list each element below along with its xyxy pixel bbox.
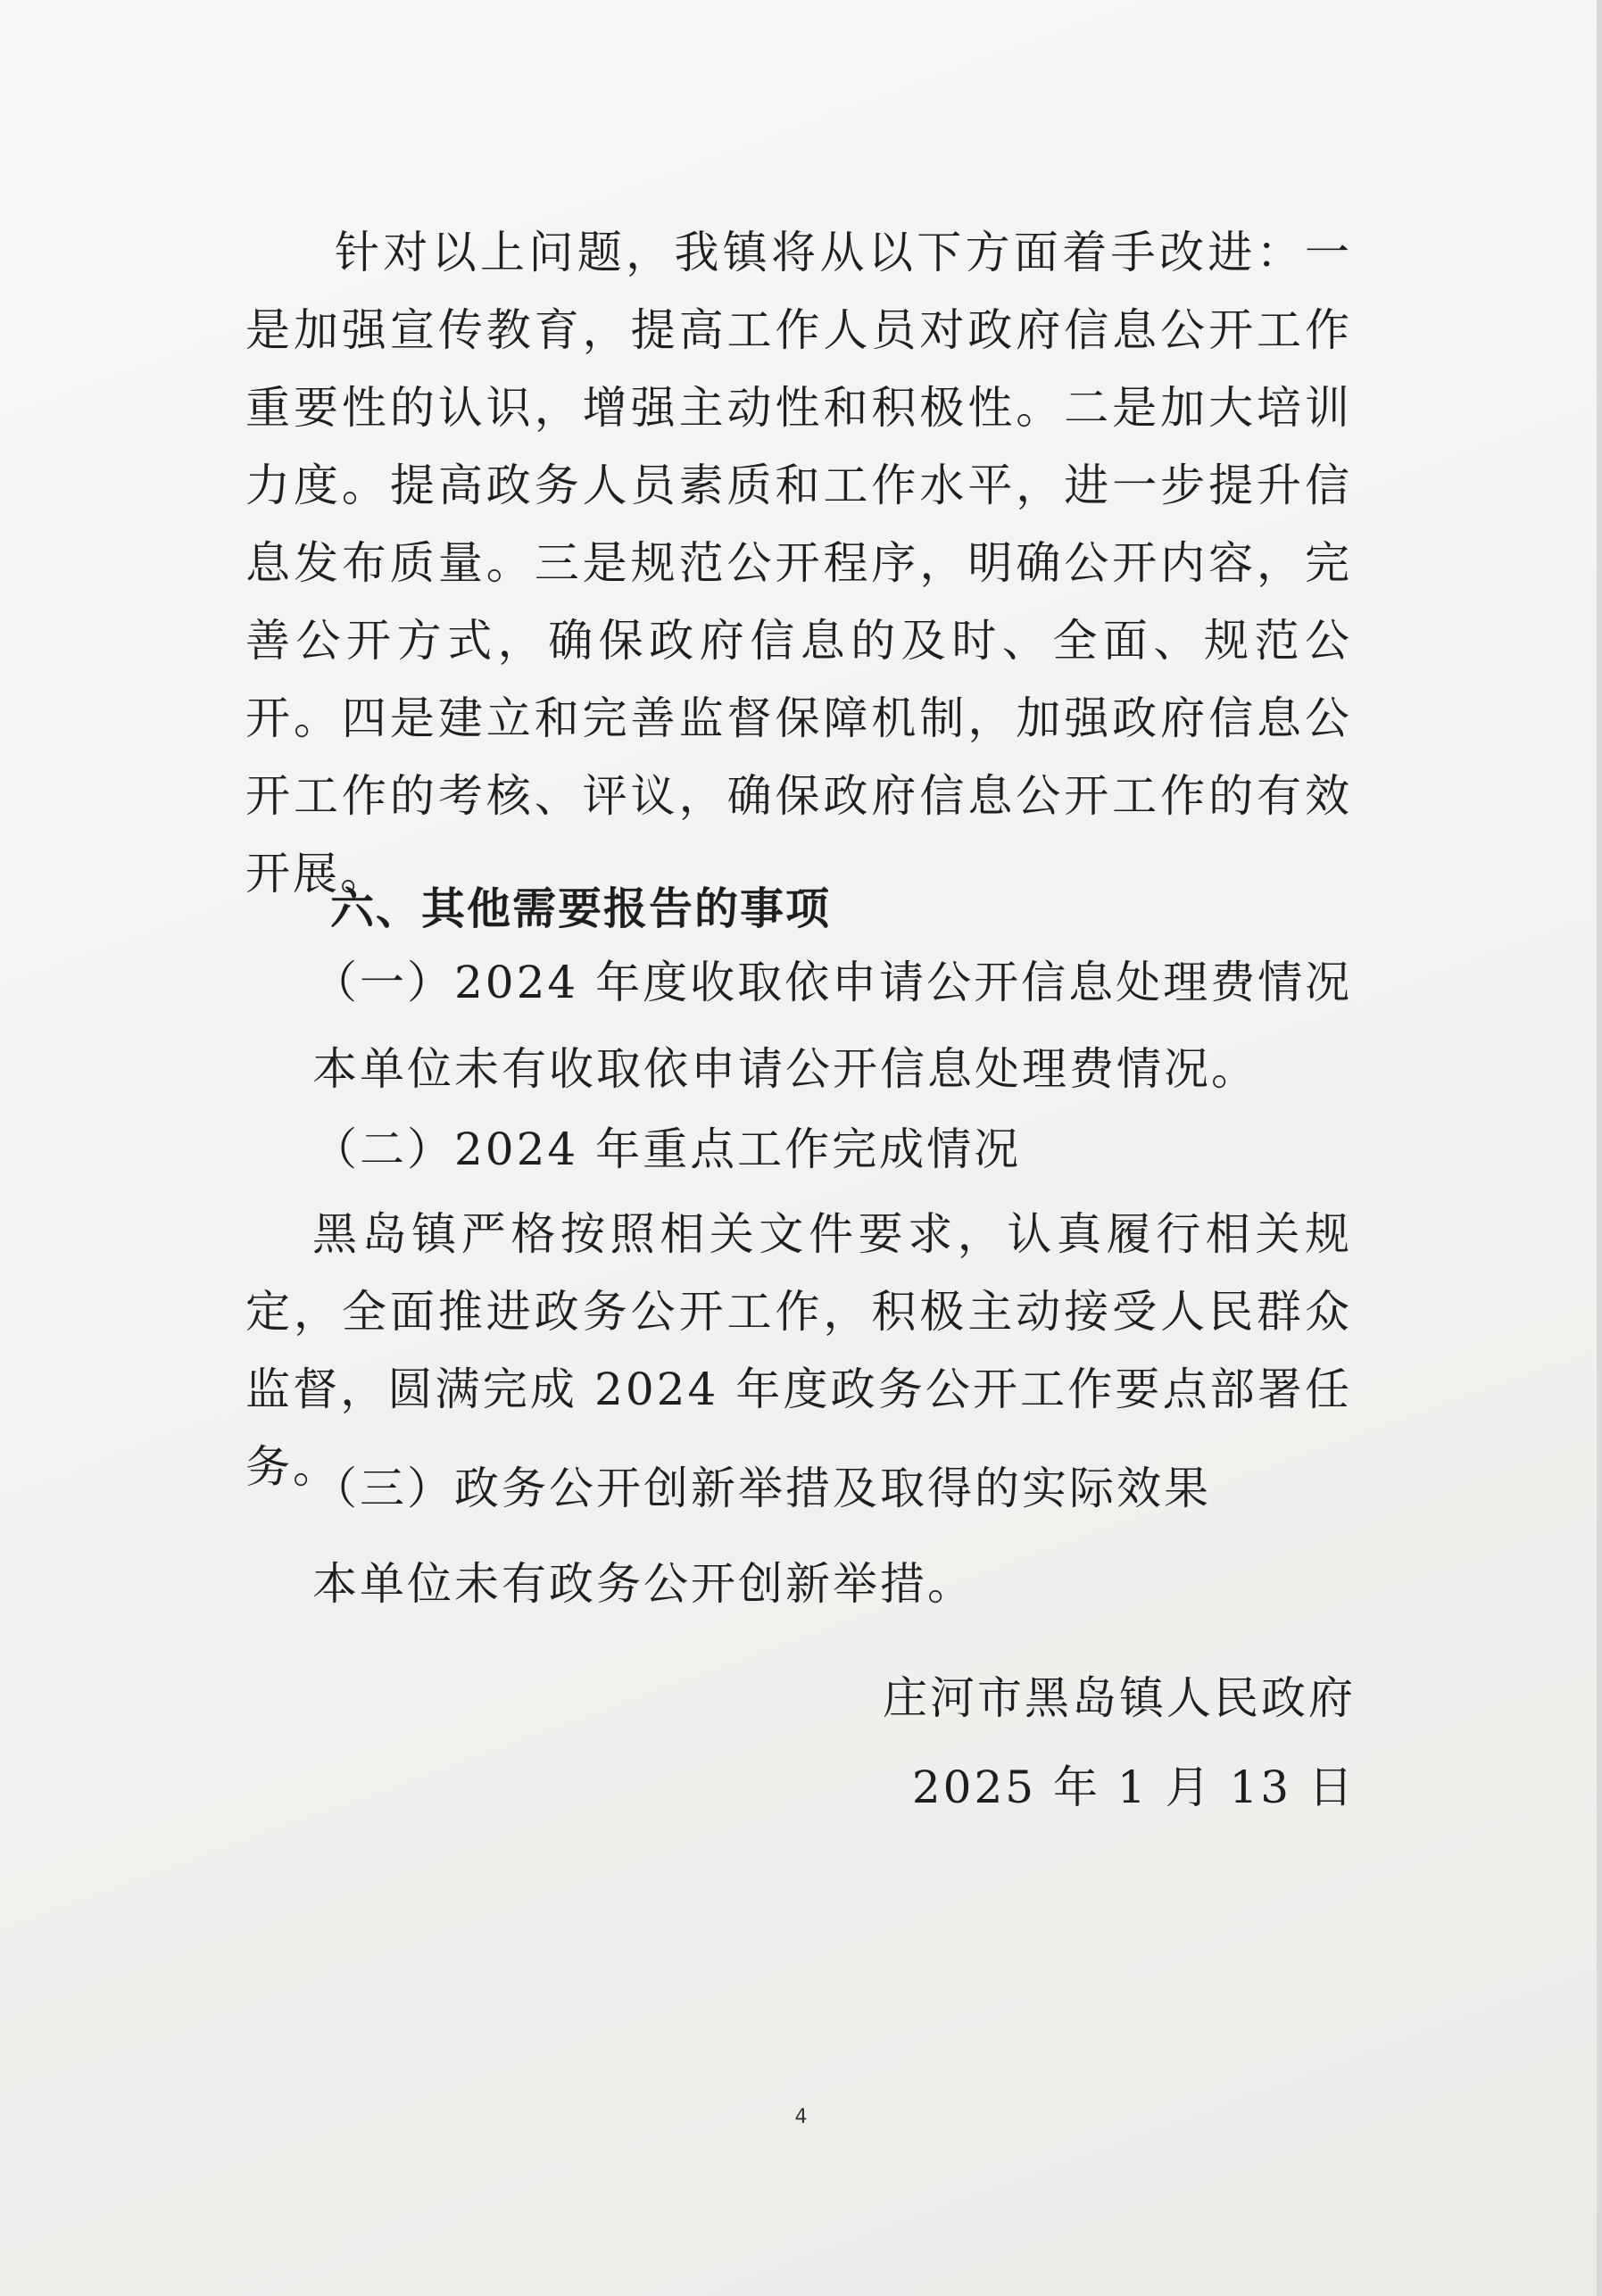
section-six-heading: 六、其他需要报告的事项: [330, 883, 832, 934]
sub1-text: 本单位未有收取依申请公开信息处理费情况。: [312, 1043, 1258, 1095]
sub3-heading: （三）政务公开创新举措及取得的实际效果: [312, 1463, 1211, 1514]
sub3-text: 本单位未有政务公开创新举措。: [312, 1558, 975, 1610]
sub1-heading: （一）2024 年度收取依申请公开信息处理费情况: [312, 957, 1353, 1008]
sub2-text: 黑岛镇严格按照相关文件要求，认真履行相关规定，全面推进政务公开工作，积极主动接受人民群众监督，圆满完成 2024 年度政务公开工作要点部署任务。: [245, 1208, 1352, 1493]
improvement-paragraph: 针对以上问题，我镇将从以下方面着手改进：一是加强宣传教育，提高工作人员对政府信息公开工作重要性的认识，增强主动性和积极性。二是加大培训力度。提高政务人员素质和工作水平，进一步提升信息发布质量。三是规范公开程序，明确公开内容，完善公开方式，确保政府信息的及时、全面、规范公开。四是建立和完善监督保障机制，加强政府信息公开工作的考核、评议，确保政府信息公开工作的有效开展。: [245, 227, 1352, 899]
signature-organization: 庄河市黑岛镇人民政府: [883, 1672, 1356, 1724]
page-number: 4: [794, 2106, 808, 2128]
signature-date: 2025 年 1 月 13 日: [911, 1761, 1356, 1813]
sub2-heading: （二）2024 年重点工作完成情况: [312, 1123, 1022, 1175]
